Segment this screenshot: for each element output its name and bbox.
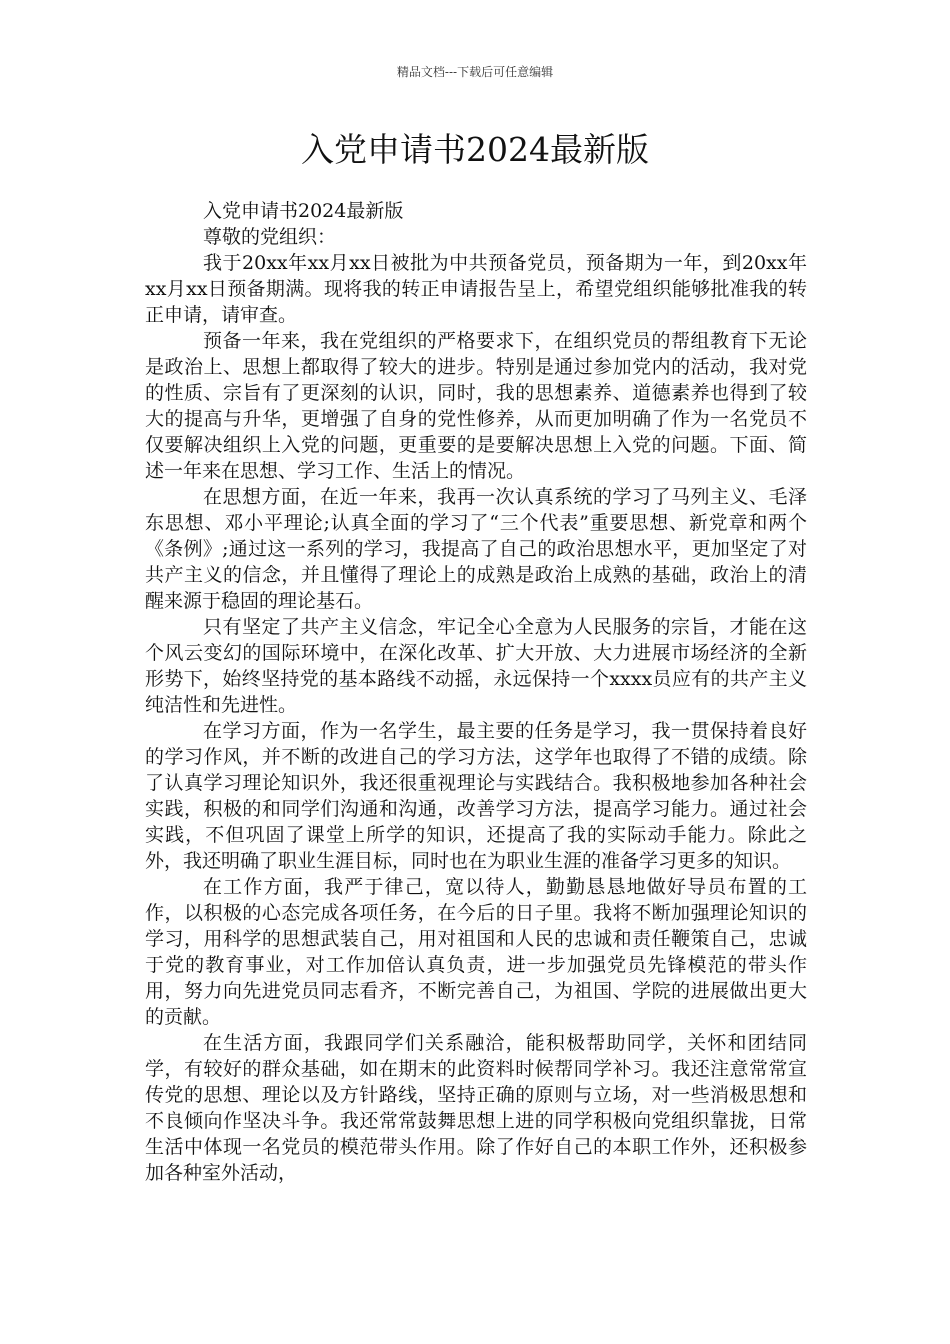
paragraph: 在生活方面，我跟同学们关系融洽，能积极帮助同学，关怀和团结同学，有较好的群众基础，如在期末的此资料时候帮同学补习。我还注意常常宣传党的思想、理论以及方针路线，坚持正确的原则与立场，对一些消极思想和不良倾向作坚决斗争。我还常常鼓舞思想上进的同学积极向党组织靠拢，日常生活中体现一名党员的模范带头作用。除了作好自己的本职工作外，还积极参加各种室外活动， [145,1032,807,1184]
paragraph: 在工作方面，我严于律己，宽以待人，勤勤恳恳地做好导员布置的工作，以积极的心态完成各项任务，在今后的日子里。我将不断加强理论知识的学习，用科学的思想武装自己，用对祖国和人民的忠诚和责任鞭策自己，忠诚于党的教育事业，对工作加倍认真负责，进一步加强党员先锋模范的带头作用，努力向先进党员同志看齐，不断完善自己，为祖国、学院的进展做出更大的贡献。 [145,876,807,1028]
paragraph: 只有坚定了共产主义信念，牢记全心全意为人民服务的宗旨，才能在这个风云变幻的国际环境中，在深化改革、扩大开放、大力进展市场经济的全新形势下，始终坚持党的基本路线不动摇，永远保持一个xxxx员应有的共产主义纯洁性和先进性。 [145,616,807,716]
paragraph: 我于20xx年xx月xx日被批为中共预备党员，预备期为一年，到20xx年xx月xx日预备期满。现将我的转正申请报告呈上，希望党组织能够批准我的转正申请，请审查。 [145,252,807,326]
paragraph: 在思想方面，在近一年来，我再一次认真系统的学习了马列主义、毛泽东思想、邓小平理论;认真全面的学习了“三个代表”重要思想、新党章和两个《条例》;通过这一系列的学习，我提高了自己的政治思想水平，更加坚定了对共产主义的信念，并且懂得了理论上的成熟是政治上成熟的基础，政治上的清醒来源于稳固的理论基石。 [145,486,807,612]
paragraph-subtitle: 入党申请书2024最新版 [203,200,404,222]
page-header: 精品文档---下载后可任意编辑 [396,65,554,79]
document-body [145,198,807,1186]
document-title: 入党申请书2024最新版 [301,130,649,169]
paragraph-salutation: 尊敬的党组织： [203,226,337,248]
paragraph: 在学习方面，作为一名学生，最主要的任务是学习，我一贯保持着良好的学习作风，并不断的改进自己的学习方法，这学年也取得了不错的成绩。除了认真学习理论知识外，我还很重视理论与实践结合。我积极地参加各种社会实践，积极的和同学们沟通和沟通，改善学习方法，提高学习能力。通过社会实践，不但巩固了课堂上所学的知识，还提高了我的实际动手能力。除此之外，我还明确了职业生涯目标，同时也在为职业生涯的准备学习更多的知识。 [145,720,807,872]
paragraph: 预备一年来，我在党组织的严格要求下，在组织党员的帮组教育下无论是政治上、思想上都取得了较大的进步。特别是通过参加党内的活动，我对党的性质、宗旨有了更深刻的认识，同时，我的思想素养、道德素养也得到了较大的提高与升华，更增强了自身的党性修养，从而更加明确了作为一名党员不仅要解决组织上入党的问题，更重要的是要解决思想上入党的问题。下面、简述一年来在思想、学习工作、生活上的情况。 [145,330,807,482]
